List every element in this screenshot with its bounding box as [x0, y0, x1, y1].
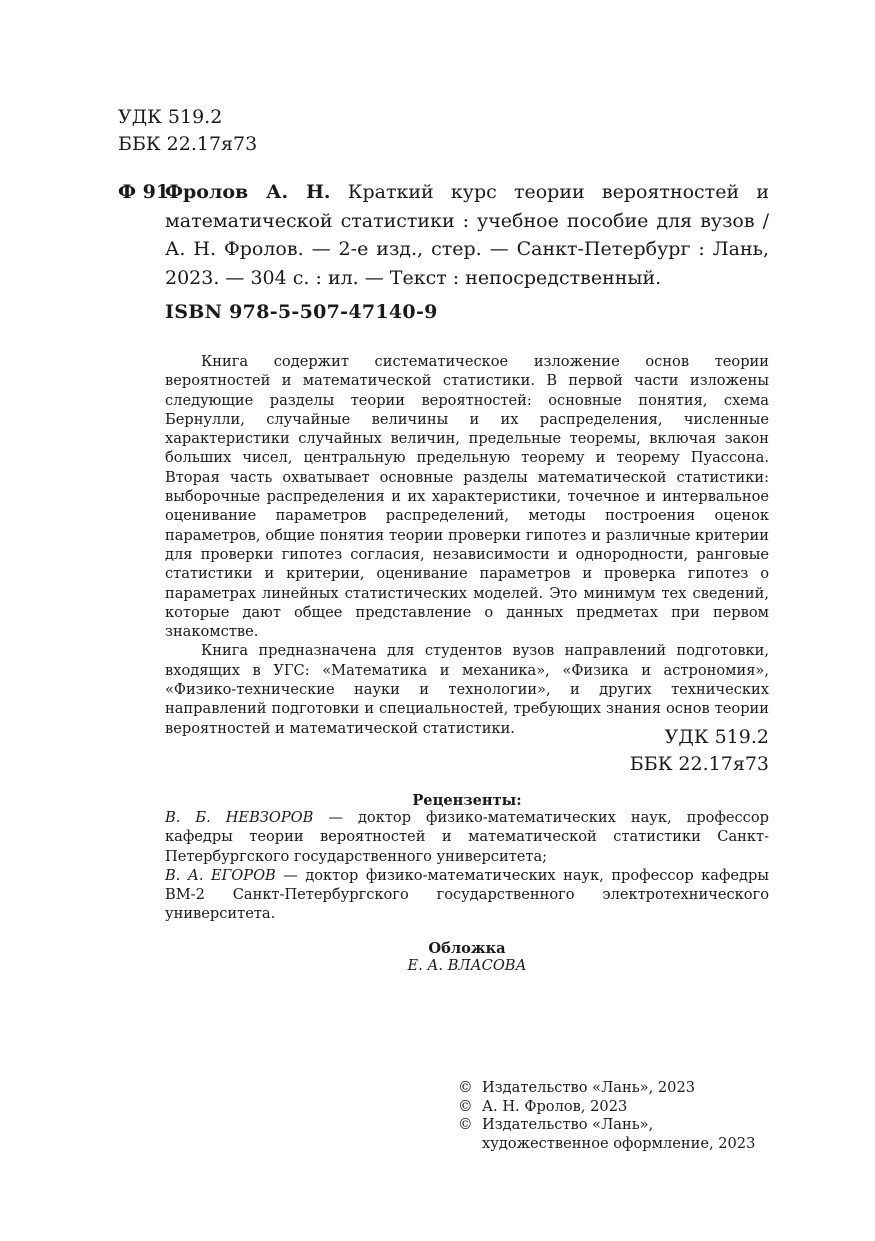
reviewers-title: Рецензенты:: [412, 792, 522, 809]
bbk-code-right: ББК 22.17я73: [629, 753, 769, 775]
reviewer-credentials: — доктор физико-математических наук, профессор кафедры теории вероятностей и математической статистики Санкт-Петербургского государственного университета;: [165, 809, 769, 865]
cover-title: Обложка: [428, 940, 506, 957]
cover-designer: Е. А. ВЛАСОВА: [407, 957, 527, 974]
bibliographic-entry: [165, 178, 769, 292]
bbk-code-top: ББК 22.17я73: [118, 133, 258, 155]
reviewers-list: [165, 808, 769, 924]
reviewer-credentials: — доктор физико-математических наук, профессор кафедры ВМ-2 Санкт-Петербургского государственного электротехнического университета.: [165, 866, 769, 923]
copyright-icon: ©: [458, 1079, 473, 1096]
reviewer-name: В. Б. НЕВЗОРОВ: [165, 809, 314, 826]
reviewer-item: [165, 866, 769, 924]
reviewer-item: [165, 808, 769, 866]
udk-code-top: УДК 519.2: [118, 106, 223, 128]
copyright-text: А. Н. Фролов, 2023: [482, 1097, 628, 1115]
copyright-text: художественное оформление, 2023: [482, 1134, 756, 1152]
copyright-block: [458, 1079, 755, 1153]
bibliographic-author: Фролов А. Н.: [165, 181, 331, 203]
copyright-icon: ©: [458, 1116, 473, 1133]
reviewer-name: В. А. ЕГОРОВ: [165, 866, 276, 884]
udk-code-right: УДК 519.2: [664, 726, 769, 748]
copyright-line: [458, 1116, 755, 1135]
abstract-paragraph-2: Книга предназначена для студентов вузов направлений подготовки, входящих в УГС: «Математика и механика», «Физика и астрономия», «Физико-технические науки и технологии», и других технических направлений подготовки и специальностей, требующих знания основ теории вероятностей и математической статистики.: [165, 642, 769, 737]
author-mark-code: Ф 91: [118, 181, 170, 203]
udk-bbk-right: [630, 724, 769, 778]
copyright-line: [458, 1098, 755, 1117]
copyright-line: [458, 1135, 755, 1154]
bibliographic-description: Краткий курс теории вероятностей и математической статистики : учебное пособие для вузов / А. Н. Фролов. — 2-е изд., стер. — Санкт-Петербург : Лань, 2023. — 304 с. : ил. — Текст : непосредственный.: [165, 181, 769, 289]
copyright-text: Издательство «Лань», 2023: [482, 1079, 696, 1096]
abstract: [165, 352, 769, 738]
isbn: ISBN 978-5-507-47140-9: [165, 301, 438, 323]
copyright-text: Издательство «Лань»,: [482, 1116, 654, 1133]
udk-bbk-top: [118, 104, 257, 158]
copyright-icon: ©: [458, 1097, 473, 1115]
copyright-line: [458, 1079, 755, 1098]
abstract-paragraph-1: Книга содержит систематическое изложение основ теории вероятностей и математической статистики. В первой части изложены следующие разделы теории вероятностей: основные понятия, схема Бернулли, случайные величины и их распределения, численные характеристики случайных величин, предельные теоремы, включая закон больших чисел, центральную предельную теорему и теорему Пуассона. Вторая часть охватывает основные разделы математической статистики: выборочные распределения и их характеристики, точечное и интервальное оценивание параметров распределений, методы построения оценок параметров, общие понятия теории проверки гипотез и различные критерии для проверки гипотез согласия, независимости и однородности, ранговые статистики и критерии, оценивание параметров и проверка гипотез о параметрах линейных статистических моделей. Это минимум тех сведений, которые дают общее представление о данных предметах при первом знакомстве.: [165, 353, 769, 641]
